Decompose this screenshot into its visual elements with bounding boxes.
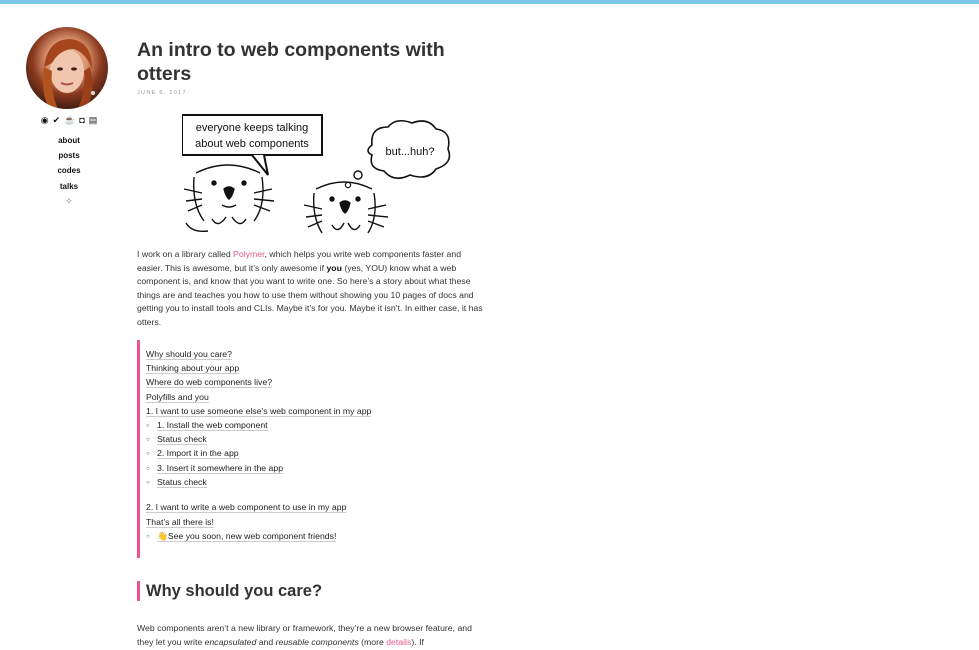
document-icon[interactable]: ▤ [88, 115, 98, 125]
toc-sublink[interactable]: 3. Insert it somewhere in the app [157, 462, 284, 473]
nav-posts[interactable]: posts [58, 151, 80, 161]
section-heading-block [137, 581, 322, 601]
sidebar-nav [26, 133, 112, 194]
toc-link[interactable]: Where do web components live? [146, 377, 273, 388]
top-accent-bar [0, 0, 979, 4]
avatar-portrait [26, 27, 108, 109]
body-paragraph [137, 622, 489, 649]
tea-icon[interactable]: ☕ [64, 115, 76, 125]
table-of-contents [137, 340, 437, 558]
toc-sublink[interactable]: 👋See you soon, new web component friends! [157, 530, 337, 541]
post-date: JUNE 6, 2017 [137, 90, 187, 96]
toc-sublink[interactable]: 1. Install the web component [157, 419, 268, 430]
intro-text-1: I work on a library called [137, 249, 234, 259]
para-text-1: Web components aren’t a new library or framework, they’re a new browser feature, and they let you write [137, 623, 472, 647]
toc-link[interactable]: 2. I want to write a web component to use in my app [146, 502, 347, 513]
para-text-3: (more [358, 636, 387, 647]
thought-text: but...huh? [385, 146, 435, 158]
sparkle-icon[interactable]: ✧ [65, 195, 73, 206]
para-text-4: ). If [411, 636, 424, 647]
toc-sublink[interactable]: Status check [157, 434, 207, 445]
avatar[interactable] [26, 27, 108, 109]
nav-talks[interactable]: talks [59, 181, 79, 191]
intro-text-3: (yes, YOU) know what a web component is, and know that you want to write one. So here’s a story about what these things are and teaches you how to use them without showing you 10 pages of docs and getting you to install tools and CLIs. Maybe it’s for you. Maybe it isn’t. In either case, it has otters. [137, 262, 483, 327]
otter-left [184, 165, 274, 231]
toc-link[interactable]: Polyfills and you [146, 391, 209, 402]
nav-codes[interactable]: codes [57, 166, 81, 176]
polymer-link[interactable]: Polymer [233, 249, 265, 259]
otter-comic-illustration [182, 113, 457, 238]
intro-bold-you: you [326, 262, 342, 273]
toc-link[interactable]: Why should you care? [146, 349, 232, 359]
sidebar [26, 27, 112, 207]
para-em-1: encapsulated [204, 636, 257, 647]
github-icon[interactable]: ◉ [40, 115, 49, 125]
post [137, 38, 487, 647]
section-heading: Why should you care? [146, 582, 323, 600]
twitter-icon[interactable]: ✔ [52, 115, 61, 125]
para-em-2: reusable components [275, 636, 359, 647]
toc-sublink[interactable]: Status check [157, 476, 207, 487]
toc-link[interactable]: Thinking about your app [146, 363, 240, 374]
toc-link[interactable]: That’s all there is! [146, 516, 214, 527]
camera-icon[interactable]: ◘ [79, 115, 85, 125]
details-link[interactable]: details [386, 636, 412, 647]
speech-line-2: about web components [195, 138, 309, 150]
social-links [26, 116, 112, 125]
toc-sublink[interactable]: 2. Import it in the app [157, 448, 239, 459]
intro-text-2: , which helps you write web components faster and easier. This is awesome, but it’s only awesome if [137, 249, 462, 273]
otter-right [304, 182, 388, 233]
para-text-2: and [256, 636, 276, 647]
intro-paragraph [137, 248, 489, 330]
nav-about[interactable]: about [58, 136, 80, 145]
speech-line-1: everyone keeps talking [195, 122, 309, 134]
page-title: An intro to web components with otters [137, 39, 445, 85]
toc-link[interactable]: 1. I want to use someone else’s web component in my app [146, 405, 372, 416]
